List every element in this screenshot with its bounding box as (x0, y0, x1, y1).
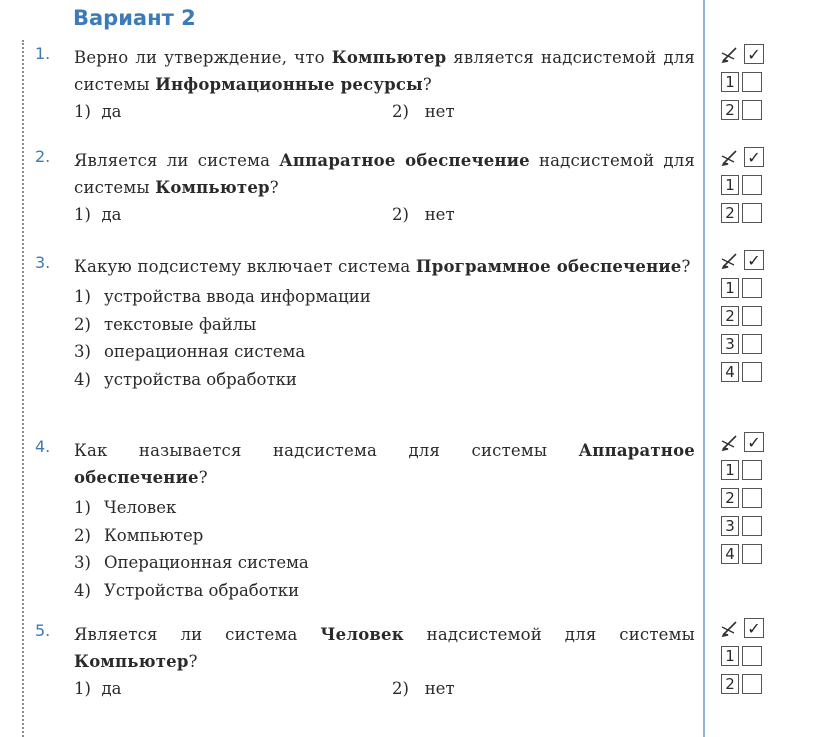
option-1: 1) да (74, 205, 122, 224)
question-5 (30, 621, 695, 707)
option-1: 1) да (74, 102, 122, 121)
question-number: 5. (35, 621, 51, 640)
pen-icon (718, 43, 742, 65)
option-2: 2) нет (392, 205, 455, 224)
answer-label: 1 (721, 278, 739, 298)
options (74, 283, 695, 393)
check-icon: ✓ (744, 618, 764, 638)
question-number: 1. (35, 44, 51, 63)
option-1: 1) да (74, 679, 122, 698)
answer-label: 2 (721, 306, 739, 326)
answer-label: 2 (721, 488, 739, 508)
option-2: 2) нет (392, 102, 455, 121)
option-4: 4) устройства обработки (74, 369, 297, 389)
answer-label: 1 (721, 460, 739, 480)
pen-icon (718, 617, 742, 639)
question-4 (30, 437, 695, 604)
answer-label: 3 (721, 516, 739, 536)
answer-checkbox-2[interactable] (742, 674, 762, 694)
option-2: 2) текстовые файлы (74, 314, 257, 334)
question-3 (30, 253, 695, 393)
answer-checkbox-1[interactable] (742, 460, 762, 480)
answer-checkbox-3[interactable] (742, 516, 762, 536)
option-1: 1) устройства ввода информации (74, 287, 371, 306)
question-text: Является ли система Человек надсистемой для системы Компьютер? (74, 625, 696, 671)
answer-label: 2 (721, 100, 739, 120)
answer-checkbox-1[interactable] (742, 72, 762, 92)
answer-block-5 (718, 614, 764, 698)
check-icon: ✓ (744, 44, 764, 64)
options (30, 679, 695, 707)
options (30, 205, 695, 233)
question-number: 2. (35, 147, 51, 166)
answer-label: 4 (721, 362, 739, 382)
answer-label: 3 (721, 334, 739, 354)
answer-checkbox-1[interactable] (742, 278, 762, 298)
answer-checkbox-2[interactable] (742, 203, 762, 223)
answer-block-1 (718, 40, 764, 124)
answer-checkbox-4[interactable] (742, 544, 762, 564)
question-number: 4. (35, 437, 51, 456)
margin-dotted-line (22, 40, 24, 737)
check-icon: ✓ (744, 250, 764, 270)
answer-checkbox-3[interactable] (742, 334, 762, 354)
check-icon: ✓ (744, 147, 764, 167)
question-text: Является ли система Аппаратное обеспечение надсистемой для системы Компьютер? (74, 151, 696, 197)
answer-label: 2 (721, 203, 739, 223)
question-text: Верно ли утверждение, что Компьютер является надсистемой для системы Информационные ресурсы? (74, 48, 695, 94)
pen-icon (718, 431, 742, 453)
question-number: 3. (35, 253, 51, 272)
answer-checkbox-2[interactable] (742, 488, 762, 508)
option-4: 4) Устройства обработки (74, 580, 300, 600)
page-title: Вариант 2 (73, 6, 196, 30)
answer-label: 1 (721, 175, 739, 195)
options (30, 102, 695, 130)
answer-checkbox-4[interactable] (742, 362, 762, 382)
answer-block-4 (718, 428, 764, 568)
answer-label: 4 (721, 544, 739, 564)
pen-icon (718, 146, 742, 168)
question-text: Как называется надсистема для системы Аппаратное обеспечение? (74, 441, 695, 487)
option-3: 3) Операционная система (74, 553, 309, 572)
question-text: Какую подсистему включает система Программное обеспечение? (74, 257, 691, 276)
pen-icon (718, 249, 742, 271)
answer-checkbox-1[interactable] (742, 646, 762, 666)
answer-checkbox-2[interactable] (742, 306, 762, 326)
question-2 (30, 147, 695, 233)
option-3: 3) операционная система (74, 342, 306, 361)
answer-checkbox-2[interactable] (742, 100, 762, 120)
answer-checkbox-1[interactable] (742, 175, 762, 195)
option-2: 2) нет (392, 679, 455, 698)
option-1: 1) Человек (74, 498, 177, 517)
option-2: 2) Компьютер (74, 525, 204, 545)
answer-column-rule (703, 0, 705, 737)
answer-label: 1 (721, 72, 739, 92)
answer-label: 2 (721, 674, 739, 694)
question-1 (30, 44, 695, 130)
check-icon: ✓ (744, 432, 764, 452)
options (74, 494, 695, 604)
answer-block-3 (718, 246, 764, 386)
answer-block-2 (718, 143, 764, 227)
answer-label: 1 (721, 646, 739, 666)
